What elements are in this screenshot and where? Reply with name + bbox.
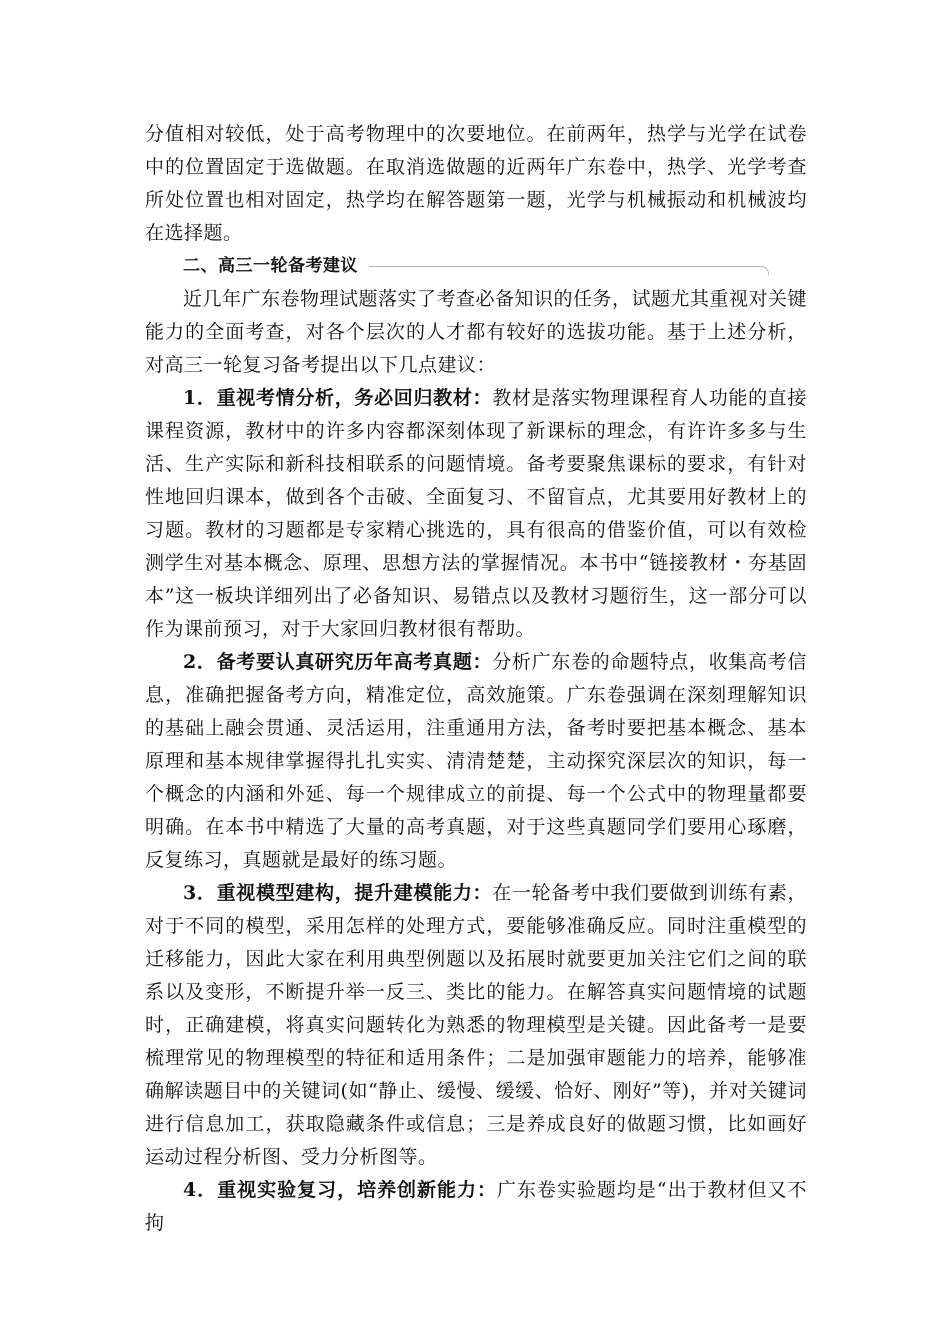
heading-decorative-rule bbox=[369, 266, 769, 275]
suggestion-1-title: 1．重视考情分析，务必回归教材： bbox=[183, 387, 493, 409]
suggestion-4-paragraph bbox=[145, 1174, 807, 1240]
section-heading-title: 二、高三一轮备考建议 bbox=[183, 256, 358, 276]
suggestion-3-body: 在一轮备考中我们要做到训练有素，对于不同的模型，采用怎样的处理方式，要能够准确反应。同时注重模型的迁移能力，因此大家在利用典型例题以及拓展时就要更加关注它们之间的联系以及变形，不断提升举一反三、类比的能力。在解答真实问题情境的试题时，正确建模，将真实问题转化为熟悉的物理模型是关键。因此备考一是要梳理常见的物理模型的特征和适用条件；二是加强审题能力的培养，能够准确解读题目中的关键词(如“静止、缓慢、缓缓、恰好、刚好”等)，并对关键词进行信息加工，获取隐藏条件或信息；三是养成良好的做题习惯，比如画好运动过程分析图、受力分析图等。 bbox=[145, 882, 807, 1168]
section-heading bbox=[145, 250, 807, 283]
suggestion-2-title: 2．备考要认真研究历年高考真题： bbox=[183, 651, 493, 673]
suggestion-1-paragraph bbox=[145, 382, 807, 646]
suggestion-4-body: 广东卷实验题均是“出于教材但又不拘 bbox=[145, 1179, 807, 1234]
intro-paragraph: 分值相对较低，处于高考物理中的次要地位。在前两年，热学与光学在试卷中的位置固定于选做题。在取消选做题的近两年广东卷中，热学、光学考查所处位置也相对固定，热学均在解答题第一题，光学与机械振动和机械波均在选择题。 bbox=[145, 123, 807, 244]
suggestion-4-title: 4．重视实验复习，培养创新能力： bbox=[183, 1179, 497, 1201]
document-page bbox=[145, 118, 807, 1240]
suggestion-1-body: 教材是落实物理课程育人功能的直接课程资源，教材中的许多内容都深刻体现了新课标的理念，有许许多多与生活、生产实际和新科技相联系的问题情境。备考要聚焦课标的要求，有针对性地回归课本，做到各个击破、全面复习、不留盲点，尤其要用好教材上的习题。教材的习题都是专家精心挑选的，具有很高的借鉴价值，可以有效检测学生对基本概念、原理、思想方法的掌握情况。本书中“链接教材・夯基固本”这一板块详细列出了必备知识、易错点以及教材习题衍生，这一部分可以作为课前预习，对于大家回归教材很有帮助。 bbox=[145, 387, 807, 640]
suggestion-2-paragraph bbox=[145, 646, 807, 877]
section-lead-paragraph: 近几年广东卷物理试题落实了考查必备知识的任务，试题尤其重视对关键能力的全面考查，对各个层次的人才都有较好的选拔功能。基于上述分析，对高三一轮复习备考提出以下几点建议： bbox=[145, 288, 808, 376]
suggestion-2-body: 分析广东卷的命题特点，收集高考信息，准确把握备考方向，精准定位，高效施策。广东卷强调在深刻理解知识的基础上融会贯通、灵活运用，注重通用方法，备考时要把基本概念、基本原理和基本规律掌握得扎扎实实、清清楚楚，主动探究深层次的知识，每一个概念的内涵和外延、每一个规律成立的前提、每一个公式中的物理量都要明确。在本书中精选了大量的高考真题，对于这些真题同学们要用心琢磨，反复练习，真题就是最好的练习题。 bbox=[145, 651, 807, 871]
suggestion-3-title: 3．重视模型建构，提升建模能力： bbox=[183, 882, 493, 904]
suggestion-3-paragraph bbox=[145, 877, 807, 1174]
